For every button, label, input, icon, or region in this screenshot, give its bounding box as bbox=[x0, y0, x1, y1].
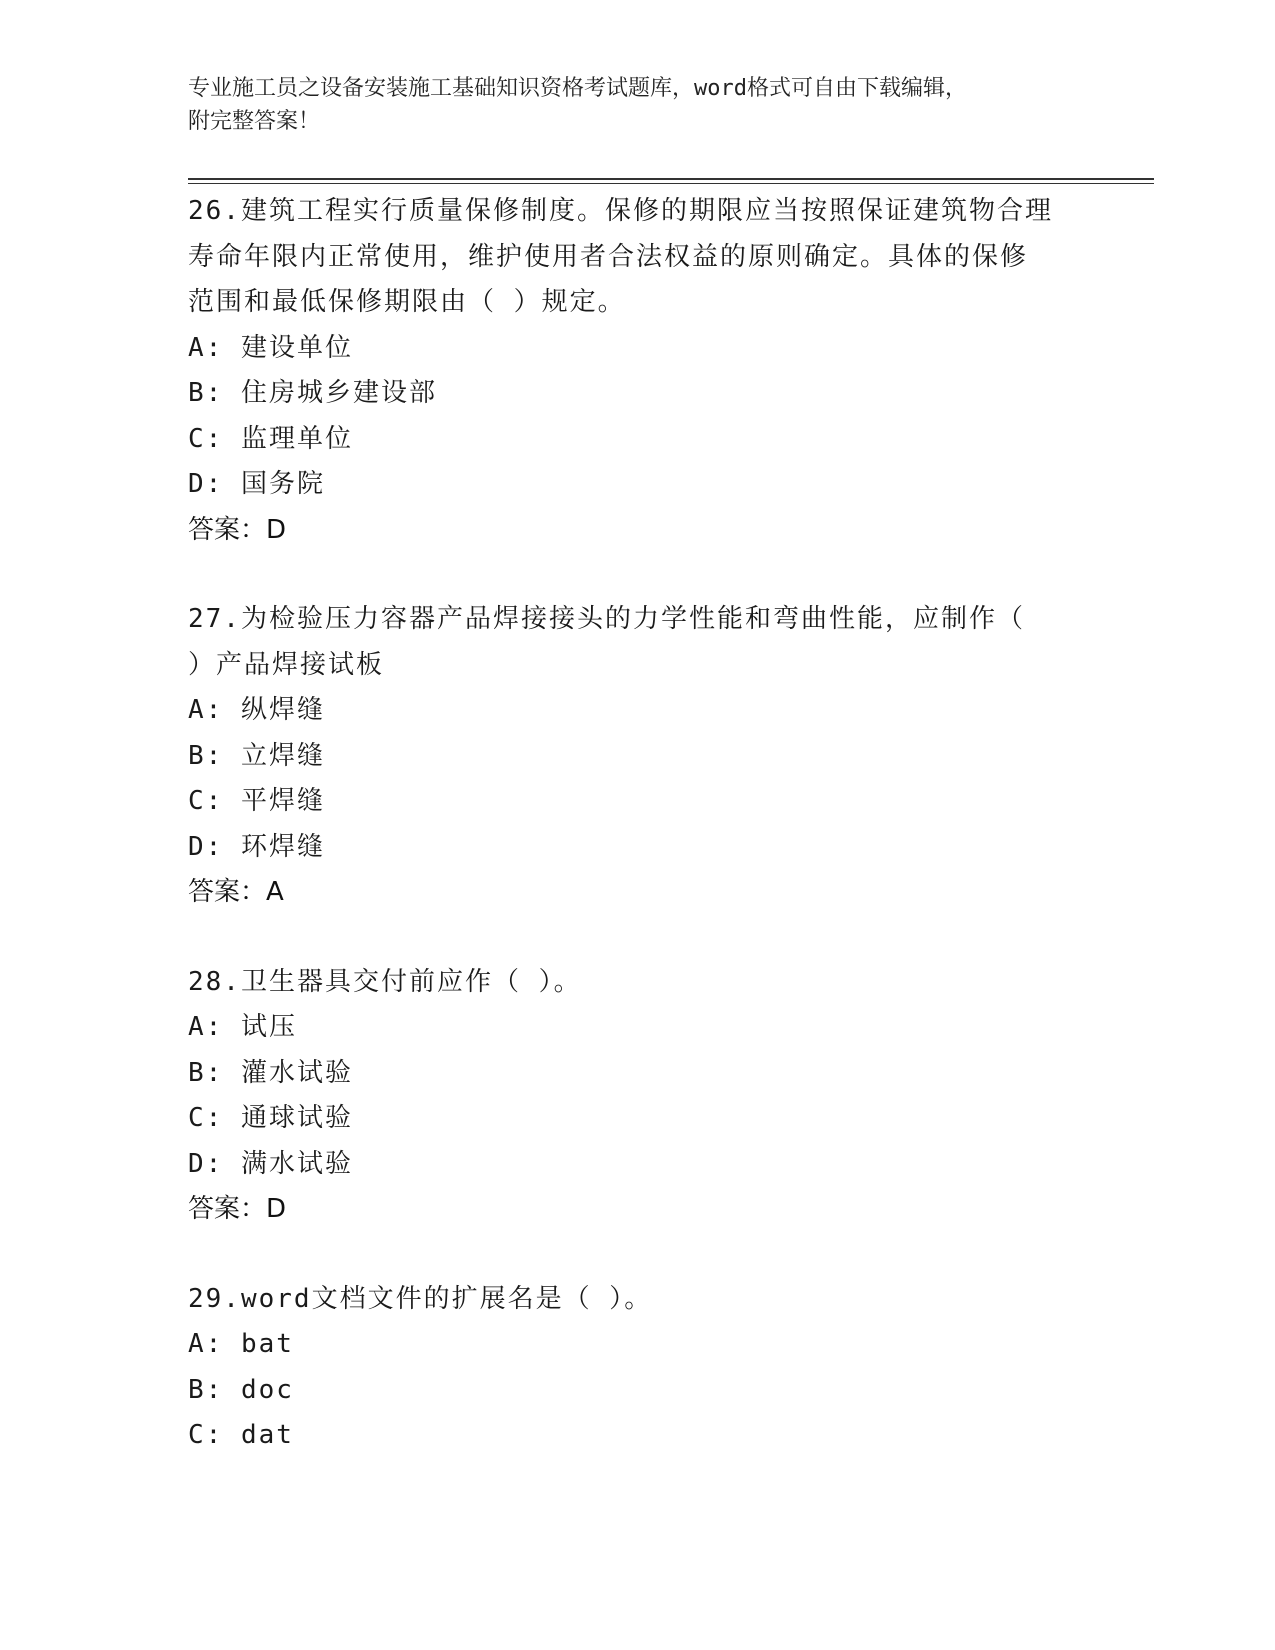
question-text-line: 28.卫生器具交付前应作（ ）。 bbox=[188, 966, 582, 997]
answer: 答案：D bbox=[188, 1194, 287, 1224]
question-text bbox=[188, 597, 1088, 688]
option-c: C: 平焊缝 bbox=[188, 786, 325, 816]
question-27 bbox=[188, 597, 1088, 916]
option-b: B: doc bbox=[188, 1374, 294, 1405]
option-d: D: 满水试验 bbox=[188, 1148, 353, 1179]
question-text bbox=[188, 189, 1088, 326]
question-text-line: 寿命年限内正常使用，维护使用者合法权益的原则确定。具体的保修 bbox=[188, 241, 1029, 272]
option-b: B: 灌水试验 bbox=[188, 1057, 353, 1088]
header-rule-thin bbox=[188, 183, 1154, 184]
option-a: A: bat bbox=[188, 1329, 294, 1359]
question-text-line: 26.建筑工程实行质量保修制度。保修的期限应当按照保证建筑物合理 bbox=[188, 196, 1053, 226]
question-26 bbox=[188, 189, 1088, 553]
option-a: A: 纵焊缝 bbox=[188, 695, 325, 725]
option-c: C: dat bbox=[188, 1420, 294, 1450]
option-b: B: 立焊缝 bbox=[188, 740, 325, 771]
option-c: C: 监理单位 bbox=[188, 423, 353, 454]
option-a: A: 试压 bbox=[188, 1012, 297, 1042]
question-text-line: 29.word文档文件的扩展名是（ ）。 bbox=[188, 1283, 653, 1314]
document-header bbox=[188, 72, 1088, 138]
question-text-line: 27.为检验压力容器产品焊接接头的力学性能和弯曲性能，应制作（ bbox=[188, 604, 1025, 634]
question-text bbox=[188, 960, 1088, 1006]
header-rule-thick bbox=[188, 178, 1154, 180]
option-b: B: 住房城乡建设部 bbox=[188, 378, 437, 408]
answer: 答案：A bbox=[188, 877, 284, 907]
option-c: C: 通球试验 bbox=[188, 1103, 353, 1133]
header-line-1: 专业施工员之设备安装施工基础知识资格考试题库，word格式可自由下载编辑， bbox=[188, 76, 967, 101]
answer: 答案：D bbox=[188, 514, 287, 545]
question-28 bbox=[188, 960, 1088, 1233]
header-line-2: 附完整答案！ bbox=[188, 109, 321, 134]
option-d: D: 环焊缝 bbox=[188, 831, 325, 862]
option-a: A: 建设单位 bbox=[188, 332, 353, 363]
option-d: D: 国务院 bbox=[188, 469, 325, 499]
question-text bbox=[188, 1277, 1088, 1323]
question-text-line: 范围和最低保修期限由（ ）规定。 bbox=[188, 287, 626, 317]
question-29 bbox=[188, 1277, 1088, 1459]
question-text-line: ）产品焊接试板 bbox=[188, 649, 385, 680]
question-list bbox=[188, 189, 1088, 1503]
